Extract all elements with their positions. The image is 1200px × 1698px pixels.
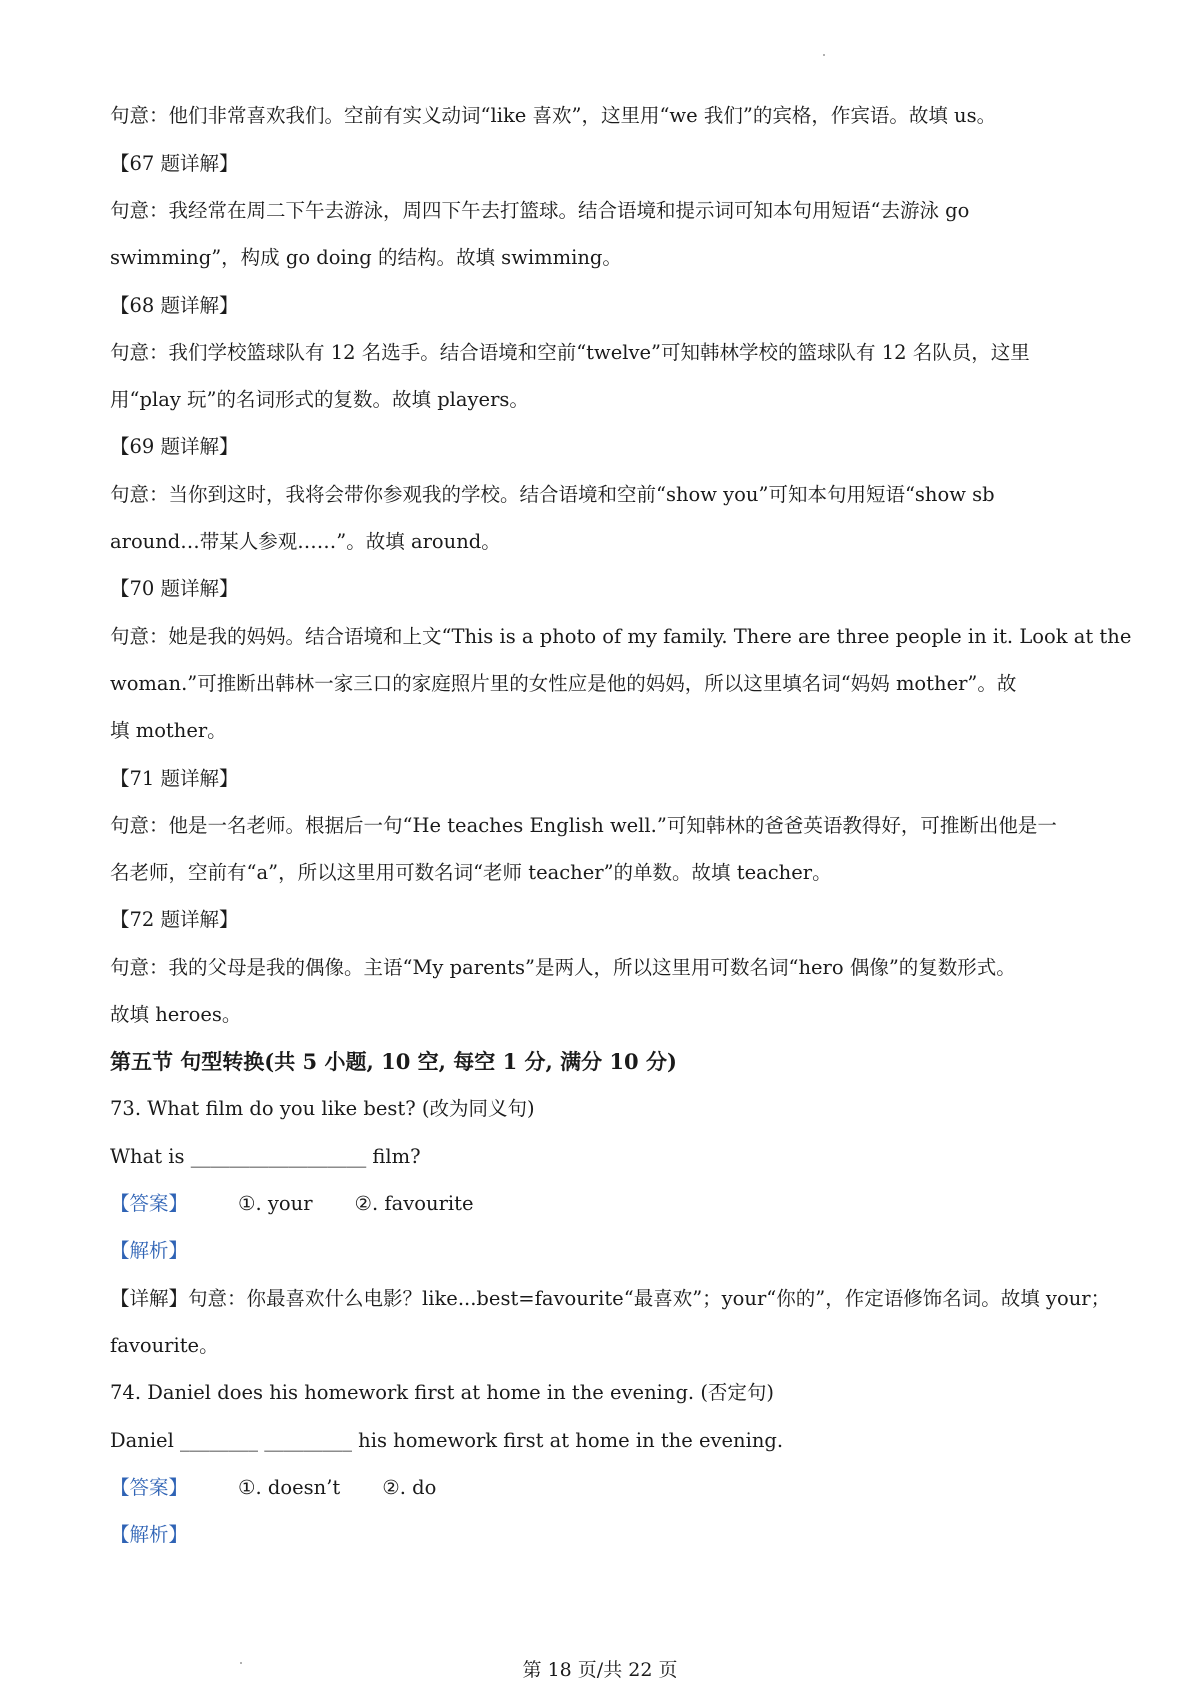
answer-item: ①. your — [238, 1192, 313, 1215]
question-heading-68: 【68 题详解】 — [110, 294, 239, 317]
explanation-line: 填 mother。 — [110, 719, 227, 742]
explanation-line: 故填 heroes。 — [110, 1003, 242, 1026]
question-heading-72: 【72 题详解】 — [110, 908, 239, 931]
explanation-line: 句意：我们学校篮球队有 12 名选手。结合语境和空前“twelve”可知韩林学校的篮球队有 12 名队员，这里 — [110, 341, 1030, 364]
detail-line: favourite。 — [110, 1334, 219, 1357]
detail-line: 【详解】句意：你最喜欢什么电影？like...best=favourite“最喜欢”；your“你的”，作定语修饰名词。故填 your； — [110, 1287, 1111, 1310]
explanation-line: 用“play 玩”的名词形式的复数。故填 players。 — [110, 388, 529, 411]
page-footer: 第 18 页/共 22 页 — [522, 1659, 678, 1681]
answer-label: 【答案】 — [110, 1192, 189, 1215]
analysis-label: 【解析】 — [110, 1523, 189, 1546]
answer-item: ②. favourite — [354, 1192, 474, 1215]
question-73-blank-line: What is __________________ film? — [110, 1145, 421, 1168]
explanation-line: 句意：当你到这时，我将会带你参观我的学校。结合语境和空前“show you”可知本句用短语“show sb — [110, 483, 995, 506]
answer-item: ②. do — [382, 1476, 437, 1499]
explanation-line: 句意：我的父母是我的偶像。主语“My parents”是两人，所以这里用可数名词“hero 偶像”的复数形式。 — [110, 956, 1016, 979]
explanation-line: 句意：她是我的妈妈。结合语境和上文“This is a photo of my family. There are three people in it. Look at the — [110, 625, 1132, 648]
question-heading-69: 【69 题详解】 — [110, 435, 239, 458]
question-73: 73. What film do you like best? (改为同义句) — [110, 1097, 535, 1120]
analysis-label: 【解析】 — [110, 1239, 189, 1262]
explanation-line: 句意：他是一名老师。根据后一句“He teaches English well.”可知韩林的爸爸英语教得好，可推断出他是一 — [110, 814, 1057, 837]
question-74: 74. Daniel does his homework first at home in the evening. (否定句) — [110, 1381, 775, 1404]
explanation-line: swimming”，构成 go doing 的结构。故填 swimming。 — [110, 246, 622, 269]
answer-item: ①. doesn’t — [238, 1476, 341, 1499]
explanation-line: woman.”可推断出韩林一家三口的家庭照片里的女性应是他的妈妈，所以这里填名词“妈妈 mother”。故 — [110, 672, 1017, 695]
question-74-blank-line: Daniel ________ _________ his homework first at home in the evening. — [110, 1429, 784, 1452]
explanation-line: 句意：他们非常喜欢我们。空前有实义动词“like 喜欢”，这里用“we 我们”的宾格，作宾语。故填 us。 — [110, 104, 997, 127]
answer-label: 【答案】 — [110, 1476, 189, 1499]
scan-speck — [823, 54, 825, 56]
explanation-line: around…带某人参观……”。故填 around。 — [110, 530, 501, 553]
question-heading-70: 【70 题详解】 — [110, 577, 239, 600]
explanation-line: 句意：我经常在周二下午去游泳，周四下午去打篮球。结合语境和提示词可知本句用短语“去游泳 go — [110, 199, 970, 222]
answer-73 — [110, 1189, 1100, 1219]
section-title: 第五节 句型转换(共 5 小题, 10 空, 每空 1 分, 满分 10 分) — [110, 1049, 677, 1074]
answer-74 — [110, 1473, 1100, 1503]
question-heading-67: 【67 题详解】 — [110, 152, 239, 175]
question-heading-71: 【71 题详解】 — [110, 767, 239, 790]
explanation-line: 名老师，空前有“a”，所以这里用可数名词“老师 teacher”的单数。故填 teacher。 — [110, 861, 832, 884]
